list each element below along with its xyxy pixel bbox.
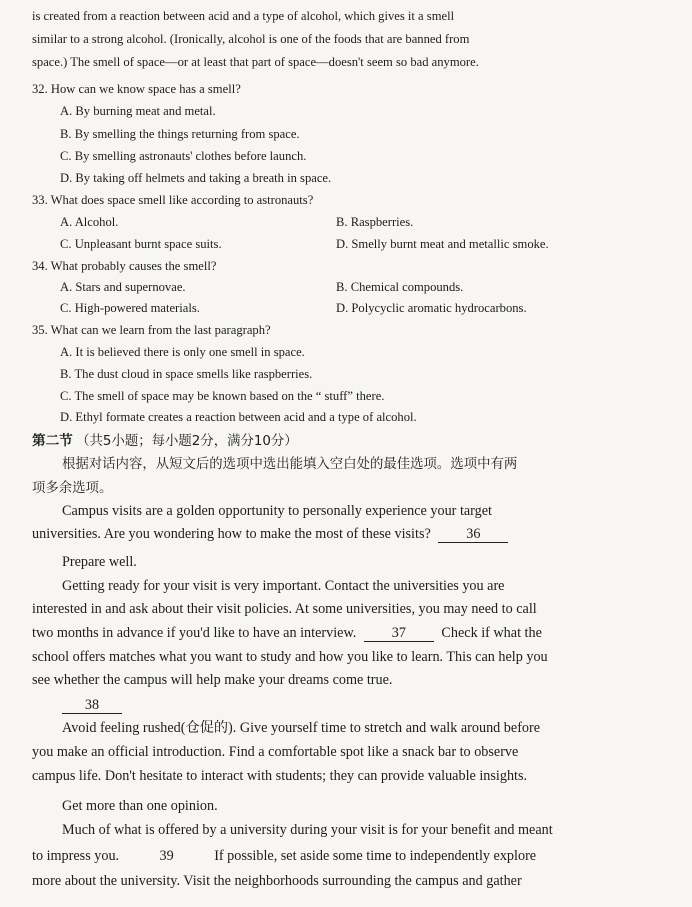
passage-line-3: space.) The smell of space—or at least that part of space—doesn't seem so bad anymore.: [32, 55, 479, 69]
q32-option-d[interactable]: D. By taking off helmets and taking a breath in space.: [60, 171, 332, 185]
passage-p1-line-2: [32, 526, 668, 543]
section2-instruction-1: 根据对话内容，从短文后的选项中选出能填入空白处的最佳选项。选项中有两: [62, 457, 518, 472]
passage-line-2: similar to a strong alcohol. (Ironically, alcohol is one of the foods that are banned from: [32, 32, 470, 46]
passage-p4-text-a: to impress you.: [32, 848, 120, 864]
passage-p1-line-1: Campus visits are a golden opportunity to personally experience your target: [62, 503, 492, 519]
passage-line-1: is created from a reaction between acid and a type of alcohol, which gives it a smell: [32, 9, 455, 23]
passage-p2-line-4: school offers matches what you want to study and how you like to learn. This can help you: [32, 649, 548, 665]
q34-row-2: [60, 300, 668, 317]
passage-p4-line-2: [32, 848, 668, 865]
q35-stem: 35. What can we learn from the last paragraph?: [32, 323, 271, 337]
q33-option-a[interactable]: A. Alcohol.: [60, 215, 119, 229]
q34-row-1: [60, 279, 668, 296]
q35-option-a[interactable]: A. It is believed there is only one smell in space.: [60, 345, 305, 359]
passage-p2-line-5: see whether the campus will help make your dreams come true.: [32, 672, 393, 688]
passage-p3-line-1: Avoid feeling rushed(仓促的). Give yourself time to stretch and walk around before: [62, 720, 541, 736]
q34-option-a[interactable]: A. Stars and supernovae.: [60, 280, 186, 294]
q32-option-b[interactable]: B. By smelling the things returning from space.: [60, 127, 300, 141]
passage-p3-line-3: campus life. Don't hesitate to interact with students; they can provide valuable insights.: [32, 768, 528, 784]
q33-option-d[interactable]: D. Smelly burnt meat and metallic smoke.: [336, 237, 549, 251]
q32-stem: 32. How can we know space has a smell?: [32, 82, 241, 96]
q32-option-c[interactable]: C. By smelling astronauts' clothes before launch.: [60, 149, 307, 163]
passage-p1-text: universities. Are you wondering how to make the most of these visits?: [32, 526, 431, 542]
q32-option-a[interactable]: A. By burning meat and metal.: [60, 104, 216, 118]
q35-option-b[interactable]: B. The dust cloud in space smells like raspberries.: [60, 367, 313, 381]
passage-p2-line-3: [32, 625, 668, 642]
passage-p2-line-1: Getting ready for your visit is very important. Contact the universities you are: [62, 578, 505, 594]
q33-stem: 33. What does space smell like according to astronauts?: [32, 193, 314, 207]
blank-39[interactable]: 39: [159, 848, 174, 864]
q34-option-b[interactable]: B. Chemical compounds.: [336, 280, 464, 294]
q33-option-c[interactable]: C. Unpleasant burnt space suits.: [60, 237, 222, 251]
q35-option-c[interactable]: C. The smell of space may be known based on the “ stuff” there.: [60, 389, 385, 403]
section2-title: 第二节: [32, 433, 73, 449]
blank-38[interactable]: 38: [62, 697, 122, 714]
passage-p4-text-b: If possible, set aside some time to independently explore: [214, 848, 537, 864]
passage-p2-text-a: two months in advance if you'd like to have an interview.: [32, 625, 357, 641]
passage-p4-line-3: more about the university. Visit the neighborhoods surrounding the campus and gather: [32, 873, 522, 889]
q33-row-2: [60, 236, 668, 253]
passage-p2-line-2: interested in and ask about their visit policies. At some universities, you may need to call: [32, 601, 537, 617]
heading-get-more-opinion: Get more than one opinion.: [62, 798, 218, 814]
blank-36[interactable]: 36: [438, 526, 508, 543]
section2-info: （共5小题；每小题2分，满分10分）: [76, 434, 298, 449]
section2-instruction-2: 项多余选项。: [32, 481, 113, 496]
q34-stem: 34. What probably causes the smell?: [32, 259, 217, 273]
section2-header: [32, 432, 668, 450]
q35-option-d[interactable]: D. Ethyl formate creates a reaction between acid and a type of alcohol.: [60, 410, 417, 424]
q33-row-1: [60, 214, 668, 231]
heading-prepare-well: Prepare well.: [62, 554, 137, 570]
passage-p3-line-2: you make an official introduction. Find a comfortable spot like a snack bar to observe: [32, 744, 519, 760]
passage-p4-line-1: Much of what is offered by a university during your visit is for your benefit and meant: [62, 822, 553, 838]
blank-37[interactable]: 37: [364, 625, 434, 642]
q34-option-c[interactable]: C. High-powered materials.: [60, 301, 200, 315]
q34-option-d[interactable]: D. Polycyclic aromatic hydrocarbons.: [336, 301, 527, 315]
passage-p2-text-b: Check if what the: [441, 625, 542, 641]
passage-blank-line: [62, 697, 668, 714]
q33-option-b[interactable]: B. Raspberries.: [336, 215, 414, 229]
